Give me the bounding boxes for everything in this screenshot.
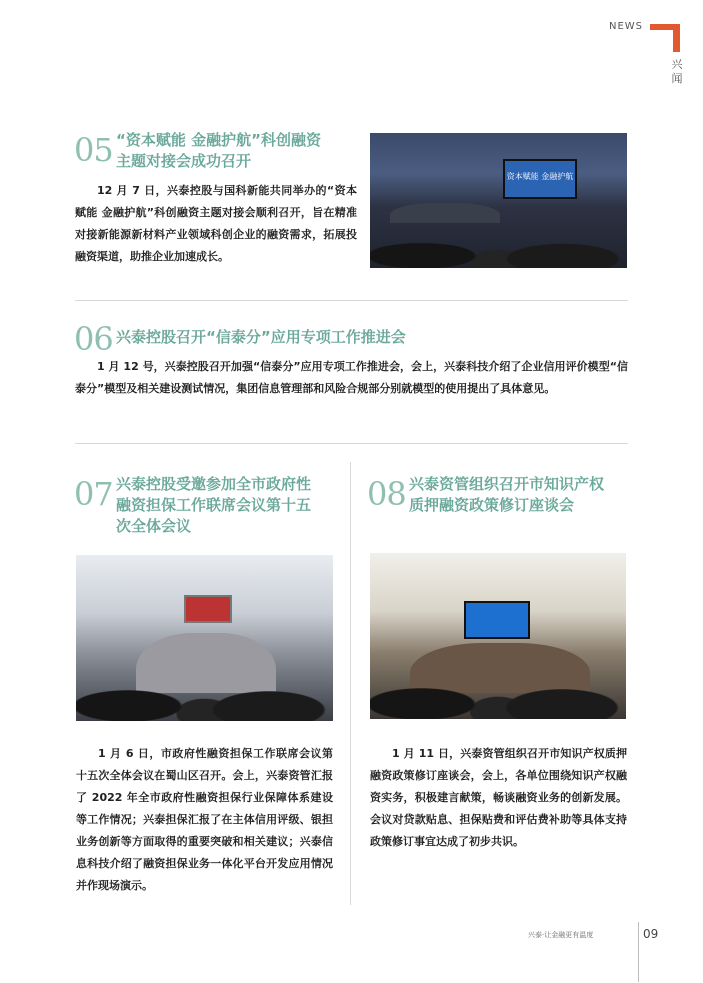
item-07-number: 07	[74, 475, 113, 513]
item-05-number: 05	[74, 131, 113, 169]
item-07-paragraph: 1 月 6 日，市政府性融资担保工作联席会议第十五次全体会议在蜀山区召开。会上，兴泰资管汇报了 2022 年全市政府性融资担保行业保障体系建设等工作情况；兴泰担保汇报了在主体信用评级、银担业务创新等方面取得的重要突破和相关建议；兴泰信息科技介绍了融资担保业务一体化平台开发应用情况并作现场演示。	[76, 747, 333, 892]
footer-tagline: 兴泰·让金融更有温度	[528, 931, 594, 939]
item-08-title: 兴泰资管组织召开市知识产权 质押融资政策修订座谈会	[409, 475, 605, 514]
item-05-title: “资本赋能 金融护航”科创融资 主题对接会成功召开	[116, 131, 321, 170]
item-06-title: 兴泰控股召开“信泰分”应用专项工作推进会	[116, 328, 406, 346]
news-label: NEWS	[609, 21, 644, 32]
item-06-paragraph: 1 月 12 号，兴泰控股召开加强“信泰分”应用专项工作推进会，会上，兴泰科技介绍了企业信用评价模型“信泰分”模型及相关建设测试情况，集团信息管理部和风险合规部分别就模型的使用提出了具体意见。	[75, 360, 628, 395]
footer-divider	[638, 922, 639, 982]
divider	[75, 443, 628, 444]
item-08-photo	[370, 553, 626, 719]
item-05-photo: 资本赋能 金融护航	[370, 133, 627, 268]
item-05-paragraph: 12 月 7 日，兴泰控股与国科新能共同举办的“资本赋能 金融护航”科创融资主题对接会顺利召开，旨在精准对接新能源新材料产业领域科创企业的融资需求，拓展投融资渠道，助推企业加速成长。	[75, 184, 357, 263]
divider	[75, 300, 628, 301]
column-divider	[350, 462, 351, 905]
item-08-number: 08	[367, 475, 406, 513]
page-number: 09	[643, 927, 659, 941]
item-08-paragraph: 1 月 11 日，兴泰资管组织召开市知识产权质押融资政策修订座谈会，会上，各单位围绕知识产权融资实务，积极建言献策，畅谈融资业务的创新发展。会议对贷款贴息、担保贴费和评估费补助等具体支持政策修订事宜达成了初步共识。	[370, 747, 627, 848]
corner-mark-icon	[650, 24, 680, 52]
item-06-number: 06	[74, 320, 113, 358]
item-07-title: 兴泰控股受邀参加全市政府性 融资担保工作联席会议第十五 次全体会议	[116, 475, 312, 535]
vertical-section-label: 兴闻	[671, 58, 683, 85]
item-07-photo	[76, 555, 333, 721]
